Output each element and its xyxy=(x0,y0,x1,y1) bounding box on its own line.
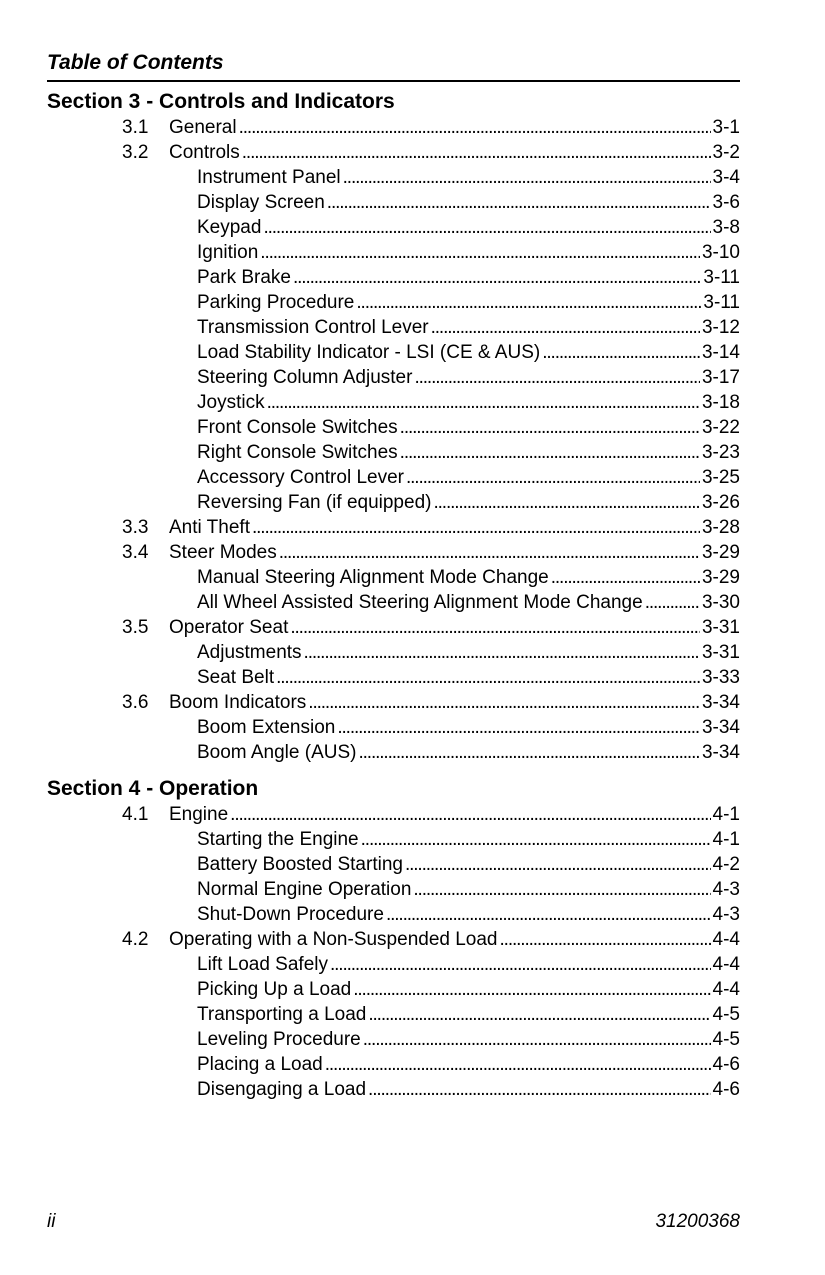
toc-entry-page: 4-6 xyxy=(712,1079,740,1100)
toc-entry[interactable] xyxy=(0,1077,740,1102)
toc-entry-label: Adjustments xyxy=(197,642,302,663)
toc-entry-line xyxy=(197,265,740,290)
toc-entry-label: Keypad xyxy=(197,217,262,238)
toc-entry-page: 3-14 xyxy=(701,342,740,363)
toc-entry-page: 4-4 xyxy=(712,979,740,1000)
toc-entry-label: Operating with a Non-Suspended Load xyxy=(169,929,498,950)
toc-entry-page: 3-29 xyxy=(701,542,740,563)
toc-entry-page: 3-25 xyxy=(701,467,740,488)
dot-leader xyxy=(260,240,700,265)
toc-entry-line xyxy=(169,115,740,140)
toc-entry-page: 3-12 xyxy=(701,317,740,338)
toc-entry-line xyxy=(197,1077,740,1102)
toc-entry-label: Starting the Engine xyxy=(197,829,359,850)
dot-leader xyxy=(304,640,700,665)
toc-entry-line xyxy=(197,340,740,365)
toc-entry-page: 3-6 xyxy=(712,192,740,213)
toc-entry-page: 3-18 xyxy=(701,392,740,413)
dot-leader xyxy=(327,190,711,215)
toc-entry-label: Right Console Switches xyxy=(197,442,398,463)
toc-entry[interactable] xyxy=(0,490,740,515)
toc-entry[interactable] xyxy=(0,640,740,665)
toc-entry-line xyxy=(169,927,740,952)
dot-leader xyxy=(500,927,711,952)
toc-entry-page: 3-4 xyxy=(712,167,740,188)
toc-entry[interactable] xyxy=(0,290,740,315)
dot-leader xyxy=(239,115,711,140)
toc-entry-page: 4-6 xyxy=(712,1054,740,1075)
toc-entry-line xyxy=(197,240,740,265)
toc-entry[interactable] xyxy=(0,340,740,365)
toc-entry-page: 4-5 xyxy=(712,1029,740,1050)
dot-leader xyxy=(308,690,700,715)
dot-leader xyxy=(242,140,711,165)
toc-entry-page: 3-10 xyxy=(701,242,740,263)
toc-entry-line xyxy=(197,1052,740,1077)
toc-entry[interactable] xyxy=(0,390,740,415)
toc-entry-label: Shut-Down Procedure xyxy=(197,904,384,925)
toc-entry-page: 4-4 xyxy=(712,954,740,975)
toc-entry-page: 4-3 xyxy=(712,879,740,900)
toc-entry-label: Boom Extension xyxy=(197,717,336,738)
toc-entry[interactable] xyxy=(0,802,740,827)
toc-entry-page: 3-11 xyxy=(703,292,740,313)
toc-entry-line xyxy=(169,540,740,565)
dot-leader xyxy=(400,440,700,465)
dot-leader xyxy=(343,165,711,190)
toc-entry-line xyxy=(197,440,740,465)
dot-leader xyxy=(368,1077,711,1102)
toc-entry-line xyxy=(197,952,740,977)
toc-entry-line xyxy=(197,715,740,740)
toc-entry-label: Accessory Control Lever xyxy=(197,467,404,488)
toc-entry-line xyxy=(197,415,740,440)
toc-entry-line xyxy=(197,665,740,690)
toc-entry-number: 3.6 xyxy=(122,692,149,713)
dot-leader xyxy=(293,265,701,290)
toc-entry-label: Reversing Fan (if equipped) xyxy=(197,492,432,513)
section-title: Section 3 - Controls and Indicators xyxy=(47,90,395,113)
section-title: Section 4 - Operation xyxy=(47,777,259,800)
toc-entry-label: Boom Angle (AUS) xyxy=(197,742,357,763)
toc-entry-label: Picking Up a Load xyxy=(197,979,352,1000)
toc-entry-page: 4-2 xyxy=(712,854,740,875)
toc-entry-label: Transporting a Load xyxy=(197,1004,367,1025)
toc-entry-label: Normal Engine Operation xyxy=(197,879,412,900)
toc-entry-label: Lift Load Safely xyxy=(197,954,328,975)
toc-entry-label: Manual Steering Alignment Mode Change xyxy=(197,567,549,588)
dot-leader xyxy=(263,215,710,240)
toc-entry-line xyxy=(197,827,740,852)
toc-entry-page: 3-31 xyxy=(701,617,740,638)
toc-entry[interactable] xyxy=(0,1027,740,1052)
toc-entry[interactable] xyxy=(0,315,740,340)
toc-entry-line xyxy=(197,365,740,390)
toc-entry-page: 3-29 xyxy=(701,567,740,588)
toc-entry[interactable] xyxy=(0,615,740,640)
toc-entry[interactable] xyxy=(0,140,740,165)
dot-leader xyxy=(363,1027,711,1052)
toc-entry-line xyxy=(197,877,740,902)
toc-entry-label: Park Brake xyxy=(197,267,291,288)
dot-leader xyxy=(361,827,711,852)
toc-entry-label: Battery Boosted Starting xyxy=(197,854,403,875)
toc-entry-label: Steering Column Adjuster xyxy=(197,367,413,388)
toc-entry[interactable] xyxy=(0,240,740,265)
toc-entry-label: Joystick xyxy=(197,392,265,413)
toc-entry-number: 4.2 xyxy=(122,929,149,950)
toc-entry[interactable] xyxy=(0,740,740,765)
toc-entry-page: 3-22 xyxy=(701,417,740,438)
toc-entry[interactable] xyxy=(0,827,740,852)
toc-entry-line xyxy=(197,1027,740,1052)
dot-leader xyxy=(290,615,700,640)
toc-entry-page: 3-28 xyxy=(701,517,740,538)
toc-entry-line xyxy=(197,902,740,927)
toc-entry[interactable] xyxy=(0,1002,740,1027)
toc-entry-page: 3-34 xyxy=(701,742,740,763)
toc-entry-line xyxy=(197,1002,740,1027)
toc-entry-line xyxy=(169,690,740,715)
toc-entry-label: General xyxy=(169,117,237,138)
toc-entry-label: Steer Modes xyxy=(169,542,277,563)
toc-entry[interactable] xyxy=(0,415,740,440)
dot-leader xyxy=(279,540,700,565)
dot-leader xyxy=(551,565,700,590)
toc-entry[interactable] xyxy=(0,465,740,490)
toc-entry-number: 3.3 xyxy=(122,517,149,538)
toc-entry-line xyxy=(169,802,740,827)
header-divider xyxy=(47,80,740,82)
toc-entry-label: Parking Procedure xyxy=(197,292,355,313)
toc-entry-page: 3-17 xyxy=(701,367,740,388)
toc-entry[interactable] xyxy=(0,715,740,740)
dot-leader xyxy=(406,465,700,490)
toc-entry-page: 3-26 xyxy=(701,492,740,513)
toc-entry-page: 3-23 xyxy=(701,442,740,463)
dot-leader xyxy=(542,340,700,365)
toc-entry-page: 4-1 xyxy=(712,829,740,850)
toc-entry[interactable] xyxy=(0,877,740,902)
dot-leader xyxy=(356,290,701,315)
toc-entry-line xyxy=(197,740,740,765)
footer-document-number: 31200368 xyxy=(655,1211,740,1232)
dot-leader xyxy=(413,877,710,902)
toc-entry-line xyxy=(197,315,740,340)
toc-entry[interactable] xyxy=(0,690,740,715)
toc-entry-line xyxy=(197,190,740,215)
dot-leader xyxy=(252,515,700,540)
toc-entry-line xyxy=(197,977,740,1002)
toc-entry-line xyxy=(197,852,740,877)
toc-entry[interactable] xyxy=(0,165,740,190)
toc-entry-page: 3-31 xyxy=(701,642,740,663)
toc-entry[interactable] xyxy=(0,852,740,877)
page-title: Table of Contents xyxy=(47,51,224,74)
toc-entry-label: Anti Theft xyxy=(169,517,250,538)
dot-leader xyxy=(230,802,710,827)
toc-entry-line xyxy=(197,565,740,590)
toc-entry-number: 3.2 xyxy=(122,142,149,163)
dot-leader xyxy=(400,415,700,440)
toc-entry-label: Boom Indicators xyxy=(169,692,307,713)
toc-entry-line xyxy=(197,290,740,315)
toc-entry[interactable] xyxy=(0,265,740,290)
toc-entry-page: 4-3 xyxy=(712,904,740,925)
toc-entry-number: 3.4 xyxy=(122,542,149,563)
toc-entry[interactable] xyxy=(0,540,740,565)
toc-entry-line xyxy=(197,490,740,515)
toc-entry-page: 4-4 xyxy=(712,929,740,950)
toc-entry[interactable] xyxy=(0,115,740,140)
toc-entry-line xyxy=(197,215,740,240)
toc-entry-label: All Wheel Assisted Steering Alignment Mode Change xyxy=(197,592,643,613)
toc-entry-line xyxy=(197,165,740,190)
toc-entry-label: Operator Seat xyxy=(169,617,289,638)
toc-entry[interactable] xyxy=(0,952,740,977)
toc-entry-page: 3-33 xyxy=(701,667,740,688)
dot-leader xyxy=(386,902,711,927)
toc-entry-line xyxy=(169,140,740,165)
toc-entry[interactable] xyxy=(0,215,740,240)
toc-entry-page: 3-2 xyxy=(712,142,740,163)
toc-entry-number: 4.1 xyxy=(122,804,149,825)
toc-entry[interactable] xyxy=(0,927,740,952)
toc-entry-line xyxy=(197,590,740,615)
toc-entry-number: 3.5 xyxy=(122,617,149,638)
dot-leader xyxy=(325,1052,711,1077)
toc-entry[interactable] xyxy=(0,365,740,390)
toc-entry-label: Leveling Procedure xyxy=(197,1029,361,1050)
toc-entry-label: Transmission Control Lever xyxy=(197,317,429,338)
toc-entry-page: 3-11 xyxy=(703,267,740,288)
dot-leader xyxy=(267,390,700,415)
toc-entry[interactable] xyxy=(0,1052,740,1077)
toc-entry[interactable] xyxy=(0,977,740,1002)
toc-entry[interactable] xyxy=(0,440,740,465)
dot-leader xyxy=(405,852,711,877)
toc-entry-label: Display Screen xyxy=(197,192,325,213)
toc-entry-line xyxy=(197,390,740,415)
toc-entry-page: 4-1 xyxy=(712,804,740,825)
toc-entry-label: Engine xyxy=(169,804,229,825)
toc-entry-page: 3-8 xyxy=(712,217,740,238)
dot-leader xyxy=(431,315,700,340)
toc-entry-page: 3-34 xyxy=(701,717,740,738)
toc-entry-line xyxy=(169,615,740,640)
toc-entry-label: Ignition xyxy=(197,242,259,263)
dot-leader xyxy=(368,1002,710,1027)
dot-leader xyxy=(645,590,700,615)
dot-leader xyxy=(276,665,700,690)
footer-page-number: ii xyxy=(47,1211,56,1232)
toc-entry-label: Front Console Switches xyxy=(197,417,398,438)
dot-leader xyxy=(358,740,700,765)
dot-leader xyxy=(330,952,711,977)
dot-leader xyxy=(337,715,700,740)
dot-leader xyxy=(433,490,700,515)
toc-entry-page: 4-5 xyxy=(712,1004,740,1025)
toc-entry-number: 3.1 xyxy=(122,117,149,138)
toc-entry[interactable] xyxy=(0,190,740,215)
toc-entry-line xyxy=(197,465,740,490)
dot-leader xyxy=(414,365,700,390)
toc-entry-label: Instrument Panel xyxy=(197,167,341,188)
toc-entry[interactable] xyxy=(0,902,740,927)
toc-entry-label: Seat Belt xyxy=(197,667,275,688)
dot-leader xyxy=(353,977,710,1002)
toc-entry-page: 3-30 xyxy=(701,592,740,613)
toc-entry[interactable] xyxy=(0,665,740,690)
toc-entry-line xyxy=(169,515,740,540)
toc-entry-page: 3-34 xyxy=(701,692,740,713)
toc-entry-label: Disengaging a Load xyxy=(197,1079,367,1100)
toc-entry-label: Controls xyxy=(169,142,240,163)
toc-entry-label: Placing a Load xyxy=(197,1054,323,1075)
toc-entry[interactable] xyxy=(0,515,740,540)
toc-entry-label: Load Stability Indicator - LSI (CE & AUS) xyxy=(197,342,541,363)
toc-entry-page: 3-1 xyxy=(712,117,740,138)
toc-entry[interactable] xyxy=(0,590,740,615)
toc-entry[interactable] xyxy=(0,565,740,590)
toc-entry-line xyxy=(197,640,740,665)
